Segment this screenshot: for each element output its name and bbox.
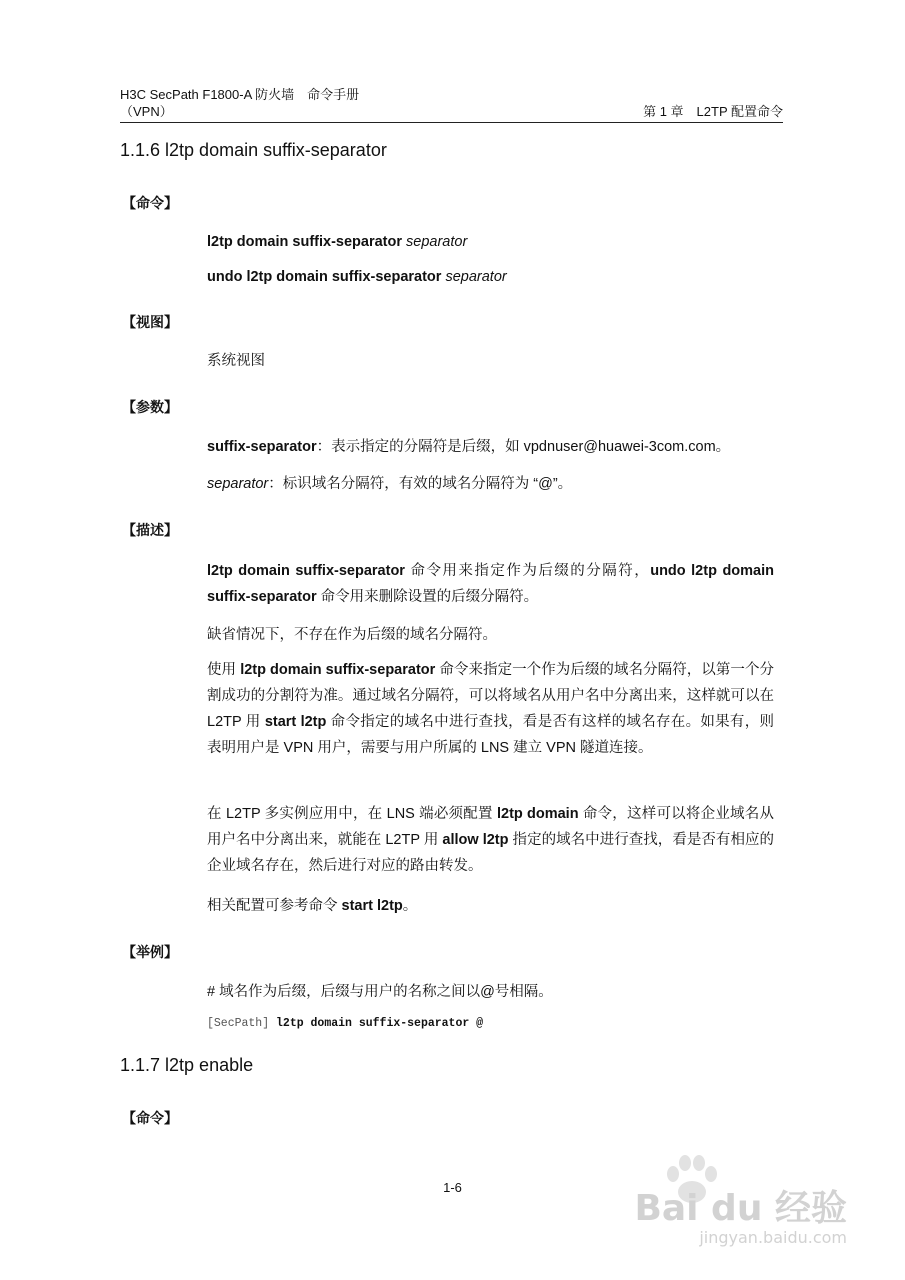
header-volume: （VPN）	[120, 104, 173, 119]
param-separator: separator：标识域名分隔符，有效的域名分隔符为 “@”。	[207, 476, 573, 492]
command-label: 【命令】	[122, 195, 178, 211]
param-label: 【参数】	[122, 399, 178, 415]
view-label: 【视图】	[122, 314, 178, 330]
page-number: 1-6	[443, 1180, 462, 1195]
command-label-117: 【命令】	[122, 1110, 178, 1126]
header-chapter: 第 1 章 L2TP 配置命令	[643, 104, 783, 119]
description-paragraph-1: l2tp domain suffix-separator 命令用来指定作为后缀的分隔符，undo l2tp domain suffix-separator 命令用来删除设置的后缀分隔符。	[207, 563, 775, 605]
header-rule	[120, 122, 783, 123]
watermark-brand: Bai du 经验	[634, 1188, 847, 1229]
section-title-117: 1.1.7 l2tp enable	[120, 1055, 254, 1075]
header-manual-title: H3C SecPath F1800-A 防火墙 命令手册	[120, 87, 360, 102]
view-text: 系统视图	[207, 353, 265, 369]
undo-command-syntax: undo l2tp domain suffix-separator separator	[207, 269, 507, 285]
command-syntax: l2tp domain suffix-separator separator	[207, 234, 468, 250]
description-paragraph-3: 使用 l2tp domain suffix-separator 命令来指定一个作为后缀的域名分隔符，以第一个分割成功的分割符为准。通过域名分隔符，可以将域名从用户名中分离出来，这样就可以在 L2TP 用 start l2tp 命令指定的域名中进行查找，看是否有这样的域名存在。如果有，则表明用户是 VPN 用户，需要与用户所属的 LNS 建立 VPN 隧道连接。	[207, 662, 775, 756]
description-paragraph-2: 缺省情况下，不存在作为后缀的域名分隔符。	[207, 627, 497, 643]
watermark-url: jingyan.baidu.com	[699, 1228, 847, 1247]
example-comment: # 域名作为后缀，后缀与用户的名称之间以@号相隔。	[207, 984, 553, 1000]
description-paragraph-4: 在 L2TP 多实例应用中，在 LNS 端必须配置 l2tp domain 命令，这样可以将企业域名从用户名中分离出来，就能在 L2TP 用 allow l2tp 指定的域名中进行查找，看是否有相应的企业域名存在，然后进行对应的路由转发。	[207, 806, 774, 874]
param-suffix-separator: suffix-separator：表示指定的分隔符是后缀，如 vpdnuser@huawei-3com.com。	[207, 439, 731, 455]
description-paragraph-5: 相关配置可参考命令 start l2tp。	[207, 898, 418, 914]
example-label: 【举例】	[122, 944, 178, 960]
description-label: 【描述】	[122, 522, 178, 538]
example-cli: [SecPath] l2tp domain suffix-separator @	[207, 1017, 484, 1030]
section-title-116: 1.1.6 l2tp domain suffix-separator	[120, 140, 387, 160]
baidu-watermark	[617, 1150, 847, 1260]
